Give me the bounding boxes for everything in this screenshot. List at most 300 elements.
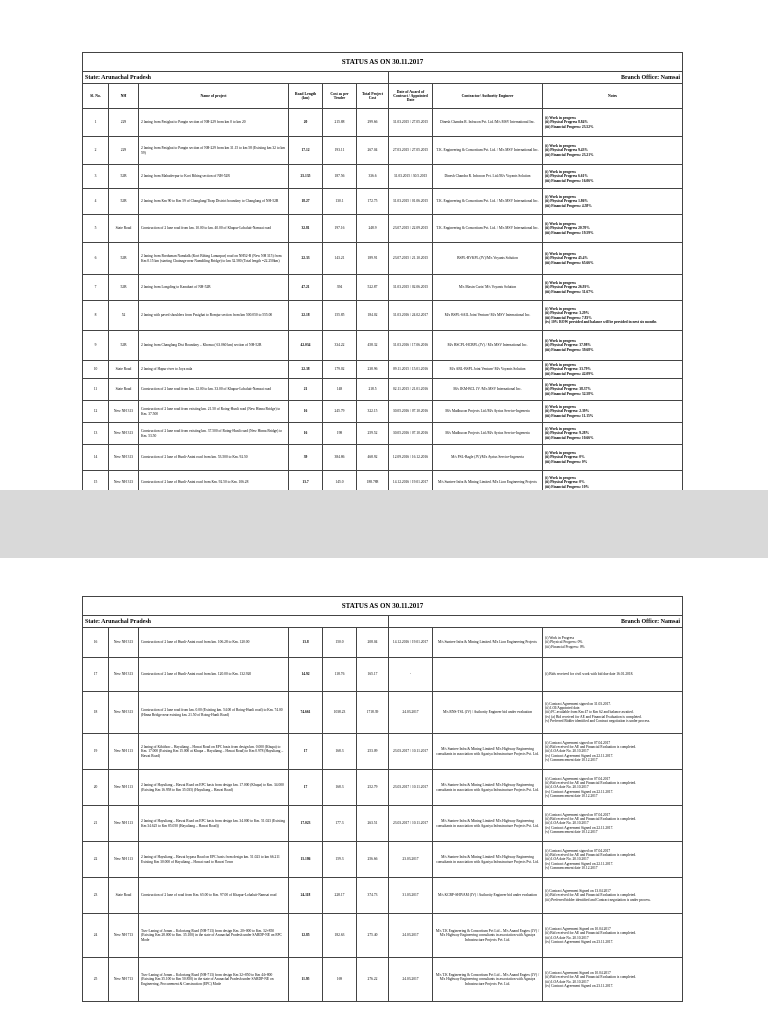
notes-cell — [543, 331, 683, 361]
note-line: (iv) Contract Agreement Signed on 22.11.2017. — [545, 753, 614, 758]
note-line: (iii) Financial Progress: 23.52% — [545, 124, 594, 129]
notes-cell — [543, 806, 683, 842]
notes-cell — [543, 445, 683, 471]
notes-cell — [543, 770, 683, 806]
road-length-cell: 12.85 — [289, 914, 323, 958]
note-line: (iii) LOA date No. 20.10.2017 — [545, 785, 589, 790]
award-date-cell: 31.03.2015 / 27.05.2015 — [389, 109, 433, 137]
notes-cell — [543, 734, 683, 770]
award-date-cell: 31.03.2015 / 02.06.2015 — [389, 275, 433, 301]
total-cost-cell: 252.79 — [357, 770, 389, 806]
sl-cell: 5 — [83, 215, 109, 243]
table-row — [83, 628, 683, 658]
project-name-cell: 2 laning of Hayuliang – Hawai Road on EPC basis from design km. 34.000 to Km. 51.023 (Existing Km 34.625 to Km 85.050 (Hayuliang – Hawai Road)) — [139, 806, 289, 842]
road-length-cell: 17.12 — [289, 137, 323, 165]
tender-cost-cell: 394 — [323, 275, 357, 301]
road-length-cell: 22.18 — [289, 301, 323, 331]
note-line: (i) Work in progress — [545, 363, 576, 368]
award-date-cell: 31.03.2016 / 24.02.2017 — [389, 301, 433, 331]
project-name-cell: 2 laning from Borduman Namdalk (Kori Bihing Lanunpur) road on NH52-B (New NH 315) from Km 0.15 km (starting Chainage near Namdiling Bridge) to km 32.580 (Total length =22.250km) — [139, 243, 289, 275]
nh-cell: 229 — [109, 109, 139, 137]
state-label: State: Arunachal Pradesh — [83, 72, 389, 84]
award-date-cell: 24.03.2017 — [389, 914, 433, 958]
table-row — [83, 445, 683, 471]
award-date-cell: 31.03.2015 / 30.5.2015 — [389, 165, 433, 189]
note-line: (ii) Physical Progress: 2.39% — [545, 409, 590, 414]
sl-cell: 23 — [83, 878, 109, 914]
note-line: (iii) Financial Progress: 16.06% — [545, 178, 594, 183]
award-date-cell: 24.03.2017 — [389, 958, 433, 1002]
note-line: (v) Commencement date 10.12.2017 — [545, 865, 598, 870]
project-name-cell: 2 laning of Hayuliang – Hawai Road on EPC basis from design km. 17.000 (Khupa) to Km. 34.000 (Existing Km 16.958 to Km 35.035) (Hayuliang – Hawai Road) — [139, 770, 289, 806]
notes-cell — [543, 275, 683, 301]
nh-cell: New NH 313 — [109, 423, 139, 445]
contractor-cell: M/s BSCPL-HCBPL (JV) / M/s MSV International Inc. — [433, 331, 543, 361]
note-line: (i) Contract Agreement Signed on 13.04.2017 — [545, 889, 611, 894]
note-line: (i) Work in progress — [545, 281, 576, 286]
nh-cell: 52B — [109, 275, 139, 301]
note-line: (iii) Preferred bidder identified and Contract negotiation is under process. — [545, 897, 651, 902]
contractor-cell: M/s Suntree Infra & Mining Limited/ M/s Highway Engineering consultants in association with Agastya Infrastructure Projects Pvt. Ltd. — [433, 842, 543, 878]
note-line: (iii) Financial Progress: 11.15% — [545, 413, 594, 418]
tender-cost-cell: 148 — [323, 379, 357, 401]
sl-cell: 4 — [83, 189, 109, 215]
contractor-cell: T.K. Engineering & Consortium Pvt. Ltd. / M/s MSV International Inc. — [433, 137, 543, 165]
tender-cost-cell: 145.0 — [323, 471, 357, 495]
table-row — [83, 301, 683, 331]
note-line: (i) Work in progress — [545, 427, 576, 432]
total-cost-cell: 458.32 — [357, 331, 389, 361]
table-row — [83, 914, 683, 958]
sl-cell: 14 — [83, 445, 109, 471]
award-date-cell: 23.03.2017 / 10.11.2017 — [389, 806, 433, 842]
tender-cost-cell: 155.85 — [323, 301, 357, 331]
note-line: (iii) Financial Progress: 42.09% — [545, 371, 594, 376]
tender-cost-cell: 193.11 — [323, 137, 357, 165]
notes-cell — [543, 361, 683, 379]
award-date-cell: 02.11.2015 / 21.01.2016 — [389, 379, 433, 401]
sl-cell: 8 — [83, 301, 109, 331]
contractor-cell: M/s JKM-BCL JV /M/s MSV International Inc. — [433, 379, 543, 401]
note-line: (i) Work in progress — [545, 405, 576, 410]
state-label: State: Arunachal Pradesh — [83, 616, 389, 628]
total-cost-cell: 263.51 — [357, 806, 389, 842]
sheet-page-2 — [0, 558, 768, 1024]
notes-cell — [543, 189, 683, 215]
note-line: (ii) LOI/Appointed date. — [545, 706, 581, 711]
total-cost-cell: 336.6 — [357, 165, 389, 189]
award-date-cell: 30.05.2016 / 07.10.2016 — [389, 401, 433, 423]
note-line: (iii) FC available from Km 47 to Km 62 and balance awaited. — [545, 710, 634, 715]
note-line: (ii) Physical Progress: 9.28% — [545, 431, 590, 436]
project-name-cell: Construction of 2 lane of road from Km. 65.00 to Km. 97.00 of Khapur-Lohaluit-Namsai road — [139, 878, 289, 914]
nh-cell: New NH 713 — [109, 958, 139, 1002]
tender-cost-cell: 168.3 — [323, 770, 357, 806]
note-line: (i) Work in progress — [545, 116, 576, 121]
project-name-cell: 2 laning of Hayuliang – Hawai bypass Road on EPC basis from design km. 51.023 to km 66.211 Existing Km 30.000 of Hayuliang – Hawai road to Hawai Town — [139, 842, 289, 878]
col-header-total-cost: Total Project Cost — [357, 84, 389, 109]
note-line: (iii) Financial Progress: 39.68% — [545, 347, 594, 352]
notes-cell — [543, 958, 683, 1002]
note-line: (ii) Physical Progress 45.4% — [545, 256, 588, 261]
sl-cell: 1 — [83, 109, 109, 137]
nh-cell: New NH 313 — [109, 692, 139, 734]
sl-cell: 21 — [83, 806, 109, 842]
total-cost-cell: 299.66 — [357, 109, 389, 137]
note-line: (iii) LOA date No. 20.10.2017 — [545, 821, 589, 826]
sheet-page-1 — [0, 0, 768, 490]
tender-cost-cell: 177.3 — [323, 806, 357, 842]
project-name-cell: 2 laning from Longding to Kanubari of NH-52B — [139, 275, 289, 301]
note-line: (i) Work in progress — [545, 252, 576, 257]
table-row — [83, 401, 683, 423]
nh-cell: State Road — [109, 215, 139, 243]
contractor-cell: M/s Suntree Infra & Mining Limited /M/s Lion Engineering Projects — [433, 628, 543, 658]
road-length-cell: 11.95 — [289, 958, 323, 1002]
notes-cell — [543, 301, 683, 331]
project-name-cell: Construction of 2 lane of Hunli-Anini road from km. 53.500 to Km. 92.50 — [139, 445, 289, 471]
project-name-cell: Two-Laning of Joram – Koloriang Road (NH-713) from design Km. 20+000 to Km. 32+850 (Existing Km 28.000 to Km. 35.100) in the state of Arunachal Pradesh under SARDP-NE on EPC Mode — [139, 914, 289, 958]
col-header-tender-cost: Cost as per Tender — [323, 84, 357, 109]
notes-cell — [543, 109, 683, 137]
note-line: (i) Contract Agreement signed on 07.04.2017 — [545, 776, 611, 781]
project-name-cell: Two-Laning of Joram – Koloriang Road (NH-713) from design Km 32+850 to Km 44+800 (Existing Km 35.100 to Km 50.850) in the state of Arunachal Pradesh under SARDP-NE on Engineering, Procurement & Construction (EPC) Mode — [139, 958, 289, 1002]
note-line: (iii) Financial Progress: 32.58% — [545, 391, 594, 396]
tender-cost-cell: 118.76 — [323, 658, 357, 692]
project-name-cell: Construction of 2 lane of Hunli-Anini road from km. 120.00 to Km. 132.920 — [139, 658, 289, 692]
total-cost-cell: 275.40 — [357, 914, 389, 958]
road-length-cell: 22.38 — [289, 361, 323, 379]
sl-cell: 11 — [83, 379, 109, 401]
note-line: (i) Work in progress — [545, 451, 576, 456]
notes-cell — [543, 401, 683, 423]
table-row — [83, 331, 683, 361]
road-length-cell: 18.27 — [289, 189, 323, 215]
note-line: (i) Work in progress — [545, 170, 576, 175]
sl-cell: 10 — [83, 361, 109, 379]
notes-cell — [543, 878, 683, 914]
note-line: (ii) Physical Progress: 33.79% — [545, 367, 591, 372]
road-length-cell: 17 — [289, 770, 323, 806]
nh-cell: 52B — [109, 331, 139, 361]
table-row — [83, 379, 683, 401]
total-cost-cell: 208.04 — [357, 628, 389, 658]
table-row — [83, 275, 683, 301]
sl-cell: 7 — [83, 275, 109, 301]
contractor-cell: Dinesh Chandra R. Infracon Pvt. Ltd./M/s Voyants Solution — [433, 165, 543, 189]
branch-office-label: Branch Office: Namsai — [389, 72, 683, 84]
award-date-cell: 24.03.2017 — [389, 692, 433, 734]
award-date-cell: 09.11.2015 / 15.01.2016 — [389, 361, 433, 379]
note-line: (i) Work in progress — [545, 222, 576, 227]
notes-cell — [543, 215, 683, 243]
page-gap — [0, 490, 768, 558]
nh-cell: New NH 113 — [109, 770, 139, 806]
nh-cell: New NH 313 — [109, 401, 139, 423]
award-date-cell: 12.09.2016 / 16.12.2016 — [389, 445, 433, 471]
tender-cost-cell: 159.3 — [323, 842, 357, 878]
table-row — [83, 734, 683, 770]
nh-cell: 229 — [109, 137, 139, 165]
note-line: (v) Commencement date 10.12.2017 — [545, 829, 598, 834]
note-line: (ii) Bid received for AE and Financial Evaluation is completed. — [545, 931, 637, 936]
note-line: (iii) Financial Progress: 23.21% — [545, 152, 594, 157]
project-name-cell: 2 laning from Km 90 to Km 59 of Changlang/Tirap District boundary to Changlang of NH-52B — [139, 189, 289, 215]
note-line: (ii) Bid received for AE and Financial Evaluation is completed. — [545, 975, 637, 980]
contractor-cell: M/s KCBP-SHIVAM (JV) / Authority Engineer bid under evaluation — [433, 878, 543, 914]
road-length-cell: 16 — [289, 401, 323, 423]
nh-cell: 52B — [109, 165, 139, 189]
total-cost-cell: 218.5 — [357, 379, 389, 401]
note-line: (ii) Physical Progress 1.86% — [545, 199, 588, 204]
road-length-cell: 21 — [289, 379, 323, 401]
project-name-cell: 2 laning of Kibithoo – Hayuliang – Hawai Road on EPC basis from design km. 0.000 (Khupa) to Km. 17.000 (Existing Km 15.000 at Khupa – Hayuliang – Hawai Road) to Km 0.978 (Hayuliang – Hawai Road) — [139, 734, 289, 770]
note-line: (iii) Financial Progress: 65.66% — [545, 260, 594, 265]
note-line: (i) Bids received for civil work with bid due date 16.01.2018. — [545, 672, 634, 677]
nh-cell: New NH 313 — [109, 445, 139, 471]
total-cost-cell: 374.73 — [357, 878, 389, 914]
note-line: (ii) Physical Progress: 38.37% — [545, 387, 591, 392]
note-line: (iii) Financial Progress: 31.67% — [545, 289, 594, 294]
notes-cell — [543, 379, 683, 401]
road-length-cell: 39 — [289, 445, 323, 471]
project-name-cell: 2 laning from Changlang Dist Boundary – Khonsa ( 63.060 km) section of NH-52B — [139, 331, 289, 361]
total-cost-cell: 184.02 — [357, 301, 389, 331]
contractor-cell: M/s BSPL-SAIL Joint Venture/ M/s MSV International Inc. — [433, 301, 543, 331]
note-line: (iv) Contract Agreement Signed on 23.11.2017. — [545, 983, 614, 988]
notes-cell — [543, 658, 683, 692]
contractor-cell — [433, 658, 543, 692]
status-title: STATUS AS ON 30.11.2017 — [83, 597, 683, 616]
tender-cost-cell: 187.56 — [323, 165, 357, 189]
sl-cell: 6 — [83, 243, 109, 275]
tender-cost-cell: 182.63 — [323, 914, 357, 958]
note-line: (iii) LOA date No. 20.10.2017 — [545, 979, 589, 984]
table-row — [83, 958, 683, 1002]
note-line: (i) Contract Agreement signed on 07.04.2017 — [545, 848, 611, 853]
note-line: (iv) Contract Agreement Signed on 22.11.2017. — [545, 861, 614, 866]
sl-cell: 19 — [83, 734, 109, 770]
note-line: (iii) LOA date No. 20.10.2017 — [545, 749, 589, 754]
nh-cell: State Road — [109, 878, 139, 914]
project-name-cell: Construction of 2 lane road from km. 0.00 (Existing km. 54.00 of Roing-Hunli road) to Km. 74.00 (Hinna Bridge near existing km. 21.50 of Roing-Hunli Road) — [139, 692, 289, 734]
road-length-cell: 14.92 — [289, 658, 323, 692]
tender-cost-cell: 384.86 — [323, 445, 357, 471]
total-cost-cell: 1718.39 — [357, 692, 389, 734]
project-name-cell: 2 laning from Pasighat to Pangin section of NH-229 from km 31.15 to km 58 (Existing km 32 to km 59) — [139, 137, 289, 165]
sl-cell: 2 — [83, 137, 109, 165]
contractor-cell: M/s Suntree Infra & Mining Limited/ M/s Highway Engineering consultants in association with Agastya Infrastructure Projects Pvt. Ltd. — [433, 806, 543, 842]
contractor-cell: T.K. Engineering & Consortium Pvt. Ltd. / M/s MSV International Inc. — [433, 189, 543, 215]
tender-cost-cell: 215.88 — [323, 109, 357, 137]
road-length-cell: 74.661 — [289, 692, 323, 734]
nh-cell: New NH 713 — [109, 914, 139, 958]
table-row — [83, 878, 683, 914]
road-length-cell: 25.135 — [289, 165, 323, 189]
contractor-cell: M/s PSL-Bagle (JV)/M/s Ayrius Service-Ingeneria — [433, 445, 543, 471]
total-cost-cell: 248.9 — [357, 215, 389, 243]
road-length-cell: 22.33 — [289, 243, 323, 275]
project-name-cell: Construction of 2 lane road from km. 10.00 to km. 40.00 of Khapur-Lohaluit-Namsai road — [139, 215, 289, 243]
tender-cost-cell: 130.1 — [323, 189, 357, 215]
table-row — [83, 770, 683, 806]
note-line: (i) Work in progress — [545, 339, 576, 344]
road-length-cell: 24.118 — [289, 878, 323, 914]
note-line: (ii) Physical Progress: 0% — [545, 480, 585, 485]
note-line: (v) Commencement date 10.12.2017 — [545, 757, 598, 762]
notes-cell — [543, 423, 683, 445]
table-row — [83, 692, 683, 734]
note-line: (iv) Contract Agreement Signed on 22.11.2017. — [545, 825, 614, 830]
road-length-cell: 47.21 — [289, 275, 323, 301]
note-line: (ii) Physical Progress 8.84% — [545, 120, 588, 125]
contractor-cell: M/s Maxin Caris/ M/s Voyants Solution — [433, 275, 543, 301]
notes-cell — [543, 243, 683, 275]
notes-cell — [543, 842, 683, 878]
contractor-cell: M/s Madhucon Projects Ltd./M/s Ayrius Service-Ingeneria — [433, 401, 543, 423]
nh-cell: New NH 113 — [109, 842, 139, 878]
note-line: (i) Work in progress — [545, 476, 576, 481]
total-cost-cell: 165.17 — [357, 658, 389, 692]
project-name-cell: Construction of 2 lane road from km. 12.00 to km. 33.00 of Khapur-Lohaluit-Namsai road — [139, 379, 289, 401]
road-length-cell: 13.8 — [289, 628, 323, 658]
total-cost-cell: 468.92 — [357, 445, 389, 471]
note-line: (iv) 10% ROW provided and balance will be provided in next six months — [545, 319, 657, 324]
contractor-cell: M/s RNS-TSL (JV) / Authority Engineer bid under evaluation — [433, 692, 543, 734]
road-length-cell: 42.034 — [289, 331, 323, 361]
tender-cost-cell: 143.21 — [323, 243, 357, 275]
nh-cell: New NH 313 — [109, 471, 139, 495]
award-date-cell: 31.03.2017 — [389, 878, 433, 914]
note-line: (ii) Physical Progress: 0% — [545, 640, 583, 645]
note-line: (ii) Bid received for AE and Financial Evaluation is completed. — [545, 817, 637, 822]
total-cost-cell: 322.15 — [357, 401, 389, 423]
notes-cell — [543, 165, 683, 189]
table-row — [83, 243, 683, 275]
award-date-cell: 30.05.2016 / 07.10.2016 — [389, 423, 433, 445]
note-line: (i) Work in progress — [545, 195, 576, 200]
total-cost-cell: 259.52 — [357, 423, 389, 445]
contractor-cell: M/s Suntree Infra & Mining Limited /M/s Lion Engineering Projects — [433, 471, 543, 495]
contractor-cell: BSPL-BVKPL (JV)/M/s Voyants Solution — [433, 243, 543, 275]
sl-cell: 15 — [83, 471, 109, 495]
award-date-cell: 27.03.2015 / 27.05.2015 — [389, 137, 433, 165]
note-line: (ii) Physical Progress: 0% — [545, 455, 585, 460]
total-cost-cell: 256.66 — [357, 842, 389, 878]
contractor-cell: M/s T.K Engineering & Consortium Pvt Ltd – M/s Anand Engtex (JV) / M/s Highway Engineering consultants in association with Agastya Infrastructure Projects Pvt. Ltd. — [433, 958, 543, 1002]
award-date-cell: - — [389, 658, 433, 692]
note-line: (iii) Financial Progress: 10.66% — [545, 435, 594, 440]
sl-cell: 9 — [83, 331, 109, 361]
note-line: (ii) Bid received for AE and Financial Evaluation is completed. — [545, 781, 637, 786]
project-name-cell: 2 laning from Mahadevpur to Kori Bihing section of NH-52B — [139, 165, 289, 189]
award-date-cell: 31.03.2015 / 01.06.2015 — [389, 189, 433, 215]
contractor-cell: Dinesh Chandra R. Infracon Pvt. Ltd./M/s MSV International Inc. — [433, 109, 543, 137]
sl-cell: 13 — [83, 423, 109, 445]
contractor-cell: M/s Suntree Infra & Mining Limited/ M/s Highway Engineering consultants in association with Agastya Infrastructure Projects Pvt. Ltd. — [433, 770, 543, 806]
award-date-cell: 23.03.2017 / 10.11.2017 — [389, 770, 433, 806]
nh-cell: New NH 113 — [109, 734, 139, 770]
nh-cell: State Road — [109, 361, 139, 379]
award-date-cell: 23.03.2017 / 10.11.2017 — [389, 734, 433, 770]
note-line: (v) Preferred Bidder identified and Contract negotiation is under process. — [545, 718, 651, 723]
status-table-1 — [82, 52, 683, 495]
project-name-cell: Construction of 2 lane of Hunli-Anini road from km. 106.28 to Km. 120.00 — [139, 628, 289, 658]
table-header-row — [83, 84, 683, 109]
nh-cell: 52B — [109, 243, 139, 275]
col-header-contractor: Contractor/ Authority Engineer — [433, 84, 543, 109]
note-line: (iii) Financial Progress: 19.59% — [545, 230, 594, 235]
col-header-notes: Notes — [543, 84, 683, 109]
note-line: (iii) LOA date No. 20.10.2017 — [545, 857, 589, 862]
total-cost-cell: 253.09 — [357, 734, 389, 770]
note-line: (ii) Bid received for AE and Financial Evaluation is completed. — [545, 745, 637, 750]
tender-cost-cell: 197.16 — [323, 215, 357, 243]
note-line: (i) Work in progress — [545, 307, 576, 312]
note-line: (ii) Physical Progress 6.61% — [545, 174, 588, 179]
tender-cost-cell: 169 — [323, 958, 357, 1002]
total-cost-cell: 522.87 — [357, 275, 389, 301]
sl-cell: 25 — [83, 958, 109, 1002]
note-line: (iii) Financial Progress: 0% — [545, 459, 588, 464]
project-name-cell: 2 laning with paved shoulders from Pasighat to Bomjur section from km 500.050 to 555.00 — [139, 301, 289, 331]
status-table-2 — [82, 596, 683, 1002]
note-line: (v) Commencement date 10.12.2017 — [545, 793, 598, 798]
contractor-cell: M/s Suntree Infra & Mining Limited/ M/s Highway Engineering consultants in association with Agastya Infrastructure Projects Pvt. Ltd. — [433, 734, 543, 770]
status-title: STATUS AS ON 30.11.2017 — [83, 53, 683, 72]
col-header-length: Road Length (km) — [289, 84, 323, 109]
col-header-sl: Sl. No. — [83, 84, 109, 109]
road-length-cell: 17.023 — [289, 806, 323, 842]
notes-cell — [543, 692, 683, 734]
note-line: (i) Work in progress — [545, 383, 576, 388]
nh-cell: New NH 113 — [109, 806, 139, 842]
tender-cost-cell: 179.02 — [323, 361, 357, 379]
award-date-cell: 31.03.2016 / 17.06.2016 — [389, 331, 433, 361]
total-cost-cell: 188.788 — [357, 471, 389, 495]
total-cost-cell: 238.96 — [357, 361, 389, 379]
notes-cell — [543, 137, 683, 165]
award-date-cell: 23.07.2015 / 21.10.2015 — [389, 243, 433, 275]
note-line: (iv) Contract Agreement Signed on 23.11.2017. — [545, 939, 614, 944]
table-row — [83, 109, 683, 137]
award-date-cell: 23.07.2015 / 22.09.2015 — [389, 215, 433, 243]
nh-cell: State Road — [109, 379, 139, 401]
tender-cost-cell: 168.3 — [323, 734, 357, 770]
contractor-cell: M/s Madhucon Projects Ltd./M/s Ayrius Service-Ingeneria — [433, 423, 543, 445]
road-length-cell: 32.81 — [289, 215, 323, 243]
award-date-cell: 14.12.2016 / 19.01.2017 — [389, 471, 433, 495]
tender-cost-cell: 198 — [323, 423, 357, 445]
sl-cell: 24 — [83, 914, 109, 958]
note-line: (ii) Bid received for AE and Financial Evaluation is completed. — [545, 893, 637, 898]
nh-cell: New NH 313 — [109, 658, 139, 692]
award-date-cell: 23.03.2017 — [389, 842, 433, 878]
branch-office-label: Branch Office: Namsai — [389, 616, 683, 628]
note-line: (i) Contract Agreement signed on 07.04.2017 — [545, 812, 611, 817]
project-name-cell: Construction of 2 lane road from existing km. 37.500 of Roing-Hunli road (New Hinna Bridge) to Km. 53.50 — [139, 423, 289, 445]
table-row — [83, 189, 683, 215]
col-header-nh: NH — [109, 84, 139, 109]
tender-cost-cell: 1038.23 — [323, 692, 357, 734]
table-row — [83, 423, 683, 445]
col-header-dates: Date of Award of Contract / Appointed Date — [389, 84, 433, 109]
note-line: (ii) Physical Progress 26.93% — [545, 285, 590, 290]
table-row — [83, 842, 683, 878]
sl-cell: 16 — [83, 628, 109, 658]
note-line: (iii) LOA date No. 20.10.2017 — [545, 935, 589, 940]
table-row — [83, 806, 683, 842]
